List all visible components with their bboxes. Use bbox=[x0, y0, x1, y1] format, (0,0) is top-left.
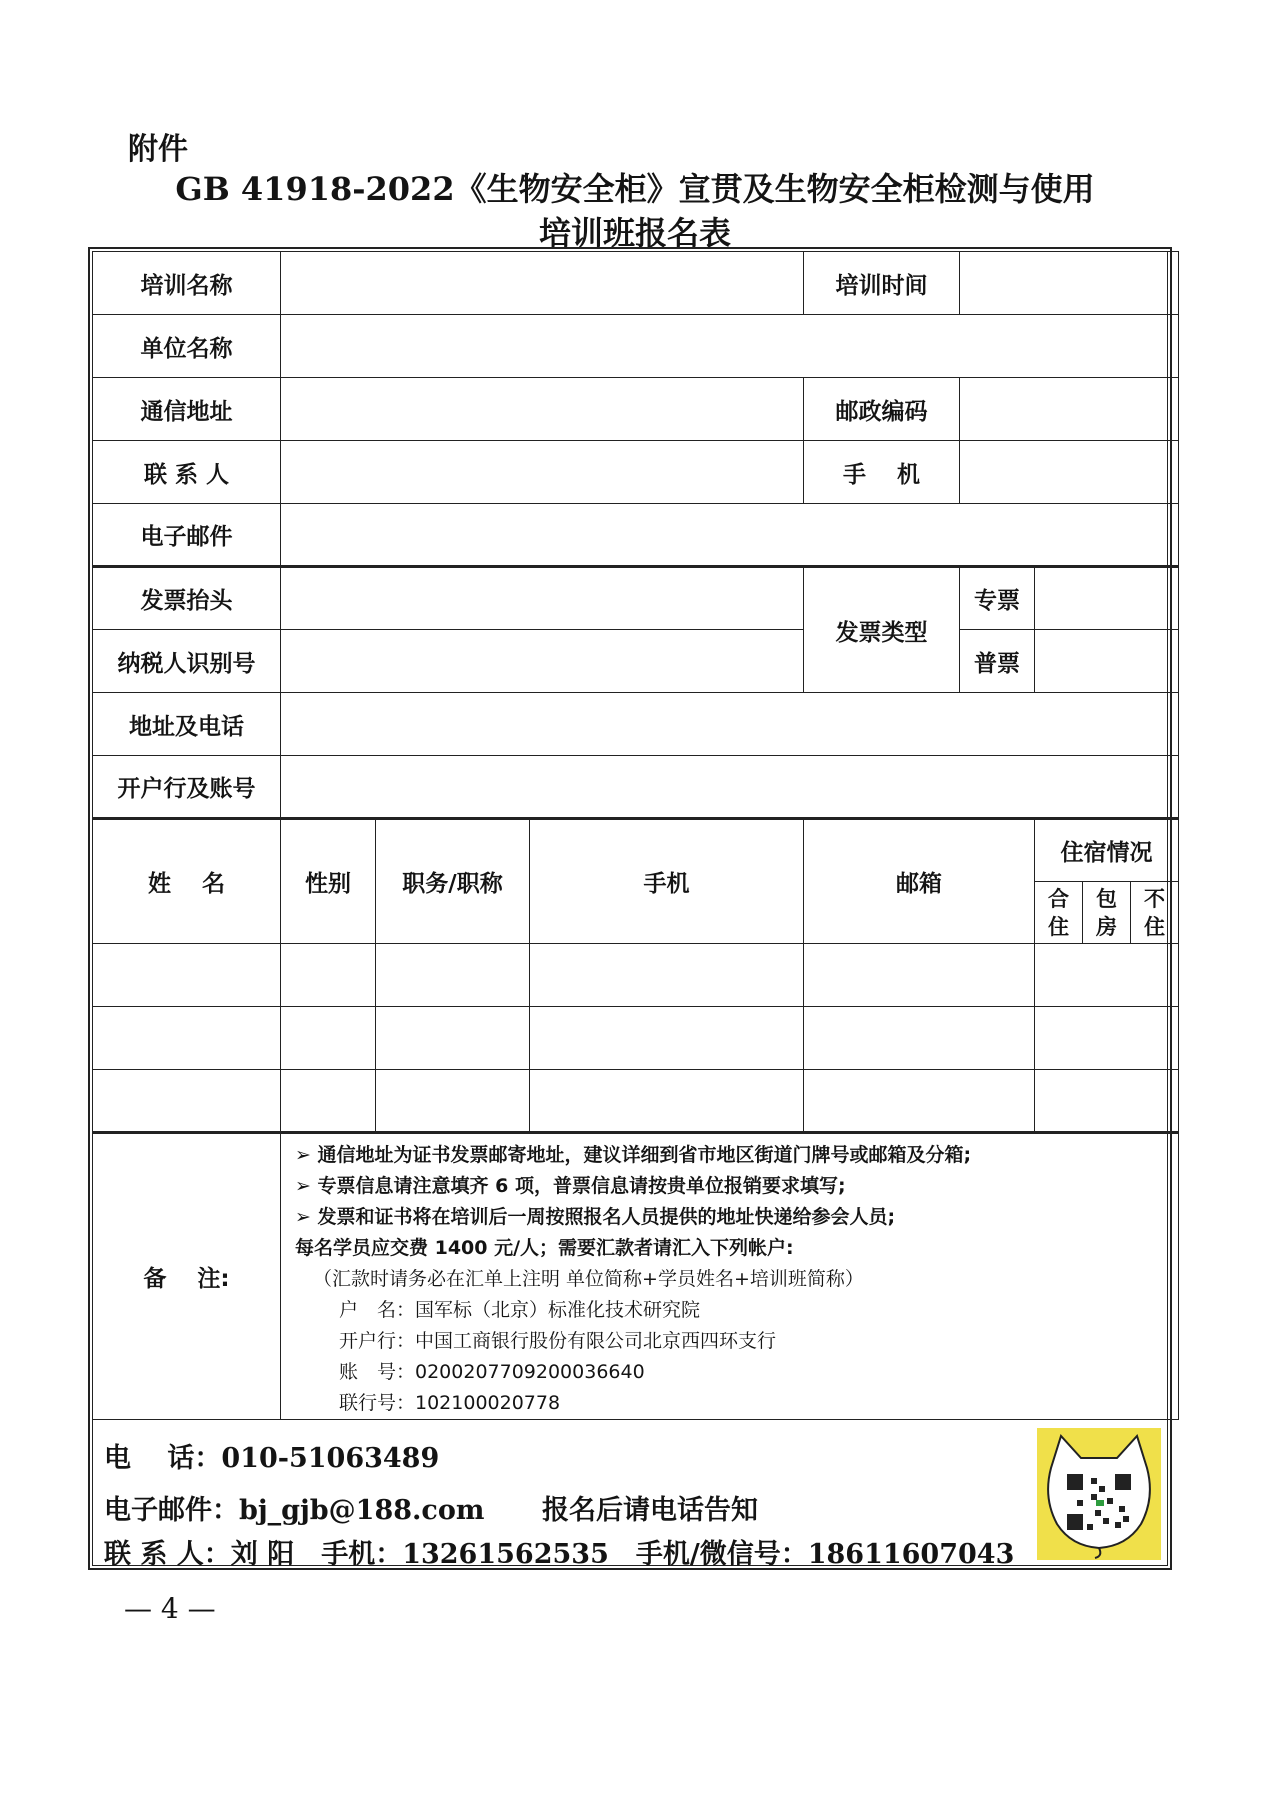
lodging-single-char2: 房 bbox=[1096, 914, 1117, 939]
attendee-name-cell[interactable] bbox=[93, 1070, 281, 1133]
attendee-lodging-cell[interactable] bbox=[1035, 1007, 1179, 1070]
invoice-type-label: 发票类型 bbox=[804, 567, 960, 693]
account-name: 户 名：国军标（北京）标准化技术研究院 bbox=[339, 1299, 701, 1321]
mobile-label: 手 机 bbox=[804, 441, 960, 504]
footer-phone: 电 话：010-51063489 bbox=[104, 1443, 440, 1474]
page-subtitle: 培训班报名表 bbox=[538, 214, 731, 252]
notes-label: 备 注: bbox=[93, 1133, 281, 1420]
attendee-row bbox=[93, 944, 1179, 1007]
page-number: — 4 — bbox=[124, 1592, 216, 1625]
note-line-4: 每名学员应交费 1400 元/人；需要汇款者请汇入下列帐户: bbox=[295, 1237, 794, 1259]
registration-form-table bbox=[92, 251, 1179, 1420]
contact-field[interactable] bbox=[281, 441, 804, 504]
training-time-field[interactable] bbox=[960, 252, 1179, 315]
address-label: 通信地址 bbox=[93, 378, 281, 441]
note-line-5: （汇款时请务必在汇单上注明 单位简称+学员姓名+培训班简称） bbox=[313, 1268, 864, 1290]
footer-email: 电子邮件：bj_gjb@188.com bbox=[104, 1495, 485, 1526]
attendee-gender-cell[interactable] bbox=[281, 1007, 376, 1070]
note-line-2: ➢ 专票信息请注意填齐 6 项，普票信息请按贵单位报销要求填写; bbox=[295, 1175, 846, 1197]
attendee-mobile-header: 手机 bbox=[530, 819, 804, 944]
invoice-title-label: 发票抬头 bbox=[93, 567, 281, 630]
account-number: 账 号：0200207709200036640 bbox=[339, 1361, 645, 1383]
bank-code: 联行号：102100020778 bbox=[339, 1392, 561, 1414]
taxpayer-id-label: 纳税人识别号 bbox=[93, 630, 281, 693]
name-header: 姓 名 bbox=[93, 819, 281, 944]
lodging-single-char1: 包 bbox=[1096, 886, 1117, 911]
lodging-none-char1: 不 bbox=[1144, 886, 1165, 911]
footer-notice: 报名后请电话告知 bbox=[542, 1495, 758, 1526]
attendee-row bbox=[93, 1007, 1179, 1070]
email-label: 电子邮件 bbox=[93, 504, 281, 567]
bank-name: 开户行：中国工商银行股份有限公司北京西四环支行 bbox=[339, 1330, 777, 1352]
attachment-label: 附件 bbox=[128, 132, 188, 167]
lodging-header: 住宿情况 bbox=[1035, 819, 1179, 882]
bank-account-field[interactable] bbox=[281, 756, 1179, 819]
lodging-none-header bbox=[1131, 882, 1179, 944]
gender-header: 性别 bbox=[281, 819, 376, 944]
mailbox-header: 邮箱 bbox=[804, 819, 1035, 944]
attendee-lodging-cell[interactable] bbox=[1035, 944, 1179, 1007]
notes-cell bbox=[281, 1133, 1179, 1420]
attendee-name-cell[interactable] bbox=[93, 944, 281, 1007]
lodging-shared-char2: 住 bbox=[1048, 914, 1069, 939]
lodging-shared-header bbox=[1035, 882, 1083, 944]
attendee-name-cell[interactable] bbox=[93, 1007, 281, 1070]
attendee-mobile-cell[interactable] bbox=[530, 944, 804, 1007]
qr-code-image bbox=[1037, 1428, 1161, 1560]
email-field[interactable] bbox=[281, 504, 1179, 567]
normal-invoice-label: 普票 bbox=[960, 630, 1035, 693]
postcode-field[interactable] bbox=[960, 378, 1179, 441]
mobile-field[interactable] bbox=[960, 441, 1179, 504]
unit-name-field[interactable] bbox=[281, 315, 1179, 378]
address-phone-field[interactable] bbox=[281, 693, 1179, 756]
qr-code-icon bbox=[1037, 1428, 1161, 1560]
postcode-label: 邮政编码 bbox=[804, 378, 960, 441]
lodging-single-header bbox=[1083, 882, 1131, 944]
taxpayer-id-field[interactable] bbox=[281, 630, 804, 693]
lodging-shared-char1: 合 bbox=[1048, 886, 1069, 911]
special-invoice-checkbox[interactable] bbox=[1035, 567, 1179, 630]
invoice-title-field[interactable] bbox=[281, 567, 804, 630]
notes-content bbox=[281, 1134, 1178, 1419]
training-name-field[interactable] bbox=[281, 252, 804, 315]
special-invoice-label: 专票 bbox=[960, 567, 1035, 630]
attendee-mobile-cell[interactable] bbox=[530, 1007, 804, 1070]
attendee-gender-cell[interactable] bbox=[281, 1070, 376, 1133]
attendee-mobile-cell[interactable] bbox=[530, 1070, 804, 1133]
attendee-position-cell[interactable] bbox=[376, 944, 530, 1007]
attendee-row bbox=[93, 1070, 1179, 1133]
attendee-position-cell[interactable] bbox=[376, 1007, 530, 1070]
address-field[interactable] bbox=[281, 378, 804, 441]
attendee-lodging-cell[interactable] bbox=[1035, 1070, 1179, 1133]
address-phone-label: 地址及电话 bbox=[93, 693, 281, 756]
attendee-gender-cell[interactable] bbox=[281, 944, 376, 1007]
note-line-3: ➢ 发票和证书将在培训后一周按照报名人员提供的地址快递给参会人员; bbox=[295, 1206, 896, 1228]
attendee-mailbox-cell[interactable] bbox=[804, 1007, 1035, 1070]
attendee-mailbox-cell[interactable] bbox=[804, 944, 1035, 1007]
unit-name-label: 单位名称 bbox=[93, 315, 281, 378]
training-time-label: 培训时间 bbox=[804, 252, 960, 315]
normal-invoice-checkbox[interactable] bbox=[1035, 630, 1179, 693]
bank-account-label: 开户行及账号 bbox=[93, 756, 281, 819]
attendee-position-cell[interactable] bbox=[376, 1070, 530, 1133]
position-header: 职务/职称 bbox=[376, 819, 530, 944]
attendee-mailbox-cell[interactable] bbox=[804, 1070, 1035, 1133]
training-name-label: 培训名称 bbox=[93, 252, 281, 315]
page-title: GB 41918-2022《生物安全柜》宣贯及生物安全柜检测与使用 bbox=[175, 170, 1095, 208]
footer-contact: 联 系 人：刘 阳 手机：13261562535 手机/微信号：18611607043 bbox=[104, 1539, 1015, 1570]
lodging-none-char2: 住 bbox=[1144, 914, 1165, 939]
contact-label: 联 系 人 bbox=[93, 441, 281, 504]
note-line-1: ➢ 通信地址为证书发票邮寄地址，建议详细到省市地区街道门牌号或邮箱及分箱; bbox=[295, 1144, 972, 1166]
